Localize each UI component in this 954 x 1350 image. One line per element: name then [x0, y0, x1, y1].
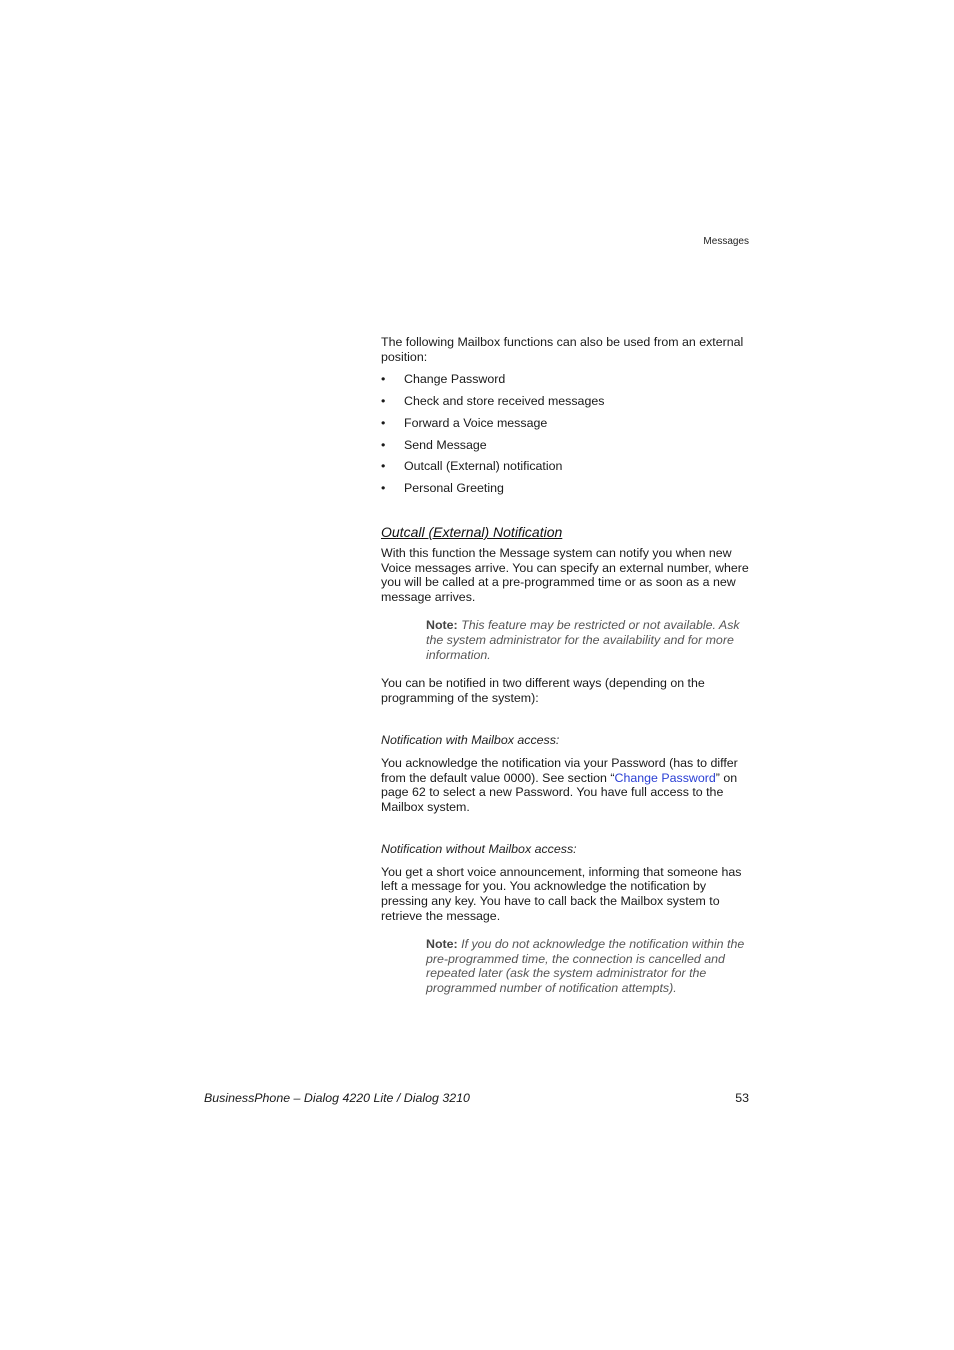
page-number: 53 — [735, 1091, 749, 1105]
note-text: If you do not acknowledge the notification within the pre-programmed time, the connection is cancelled and repeated later (ask the system administrator for the programmed number of notification attempts). — [426, 937, 745, 996]
with-access-subheading: Notification with Mailbox access: — [381, 733, 560, 748]
without-access-subheading: Notification without Mailbox access: — [381, 842, 577, 857]
list-item-label: Forward a Voice message — [404, 415, 548, 430]
notification-ways-intro: You can be notified in two different ways (depending on the programming of the system): — [381, 676, 705, 705]
without-access-paragraph: You get a short voice announcement, informing that someone has left a message for you. You acknowledge the notification by pressing any key. You have to call back the Mailbox system to retrieve the message. — [381, 864, 742, 923]
intro-paragraph: The following Mailbox functions can also be used from an external position: — [381, 335, 744, 364]
list-item — [381, 459, 751, 481]
list-item — [381, 394, 751, 416]
change-password-link[interactable]: Change Password — [614, 770, 716, 785]
list-item — [381, 481, 751, 503]
bullet-icon: • — [381, 459, 386, 474]
running-header-section: Messages — [703, 236, 749, 247]
bullet-icon: • — [381, 393, 386, 408]
outcall-section-heading: Outcall (External) Notification — [381, 523, 563, 540]
note-label: Note: — [426, 937, 458, 952]
list-item-label: Check and store received messages — [404, 393, 605, 408]
list-item-label: Send Message — [404, 437, 487, 452]
with-access-text-after-link: ” on page 62 to select a new Password. You have full access to the Mailbox system. — [381, 770, 738, 814]
outcall-note — [426, 618, 751, 662]
list-item — [381, 438, 751, 460]
mailbox-functions-list — [381, 372, 751, 503]
bullet-icon: • — [381, 481, 386, 496]
bullet-icon: • — [381, 415, 386, 430]
note-text: This feature may be restricted or not available. Ask the system administrator for the availability and for more information. — [426, 618, 740, 662]
list-item — [381, 416, 751, 438]
list-item — [381, 372, 751, 394]
list-item-label: Change Password — [404, 372, 506, 387]
with-access-paragraph — [381, 756, 751, 814]
outcall-description: With this function the Message system can notify you when new Voice messages arrive. You can specify an external number, where you will be called at a pre-programmed time or as soon as a new message arrives. — [381, 545, 749, 604]
main-content — [381, 335, 751, 996]
note-label: Note: — [426, 618, 458, 633]
with-access-text-before-link: You acknowledge the notification via your Password (has to differ from the default value 0000). See section “ — [381, 755, 738, 785]
bullet-icon: • — [381, 437, 386, 452]
list-item-label: Outcall (External) notification — [404, 459, 563, 474]
without-access-note — [426, 937, 751, 995]
bullet-icon: • — [381, 372, 386, 387]
footer-title: BusinessPhone – Dialog 4220 Lite / Dialog 3210 — [204, 1091, 470, 1105]
list-item-label: Personal Greeting — [404, 481, 504, 496]
